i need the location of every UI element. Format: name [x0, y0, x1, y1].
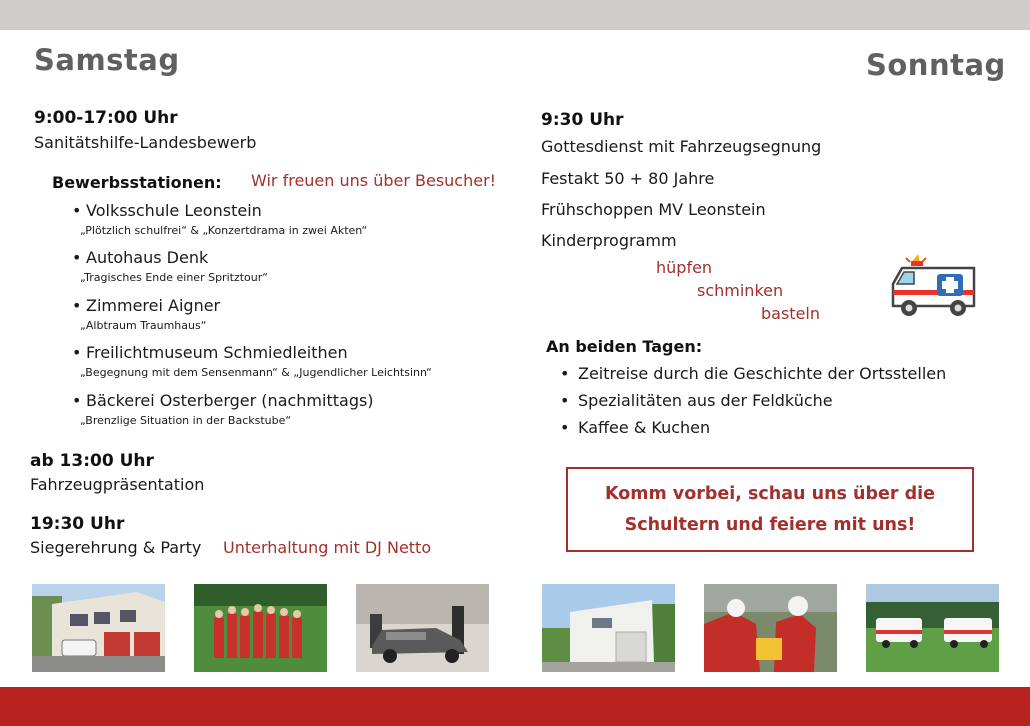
sunday-title: Sonntag — [866, 48, 1006, 82]
saturday-time-1: 9:00-17:00 Uhr — [34, 108, 178, 128]
dj-note: Unterhaltung mit DJ Netto — [223, 538, 432, 557]
cta-box — [566, 467, 974, 552]
both-days-heading: An beiden Tagen: — [546, 337, 703, 356]
kids-activity: basteln — [761, 304, 820, 323]
photo-historic-car — [356, 584, 489, 672]
bullet-icon: • — [560, 391, 570, 410]
kids-activity: schminken — [697, 281, 784, 300]
station-scenario: „Plötzlich schulfrei“ & „Konzertdrama in zwei Akten“ — [80, 224, 368, 237]
photo-modern-building — [542, 584, 675, 672]
sunday-event: Frühschoppen MV Leonstein — [541, 200, 766, 219]
saturday-title: Samstag — [34, 43, 180, 77]
station-item: • Zimmerei Aigner — [72, 296, 221, 315]
station-item: • Bäckerei Osterberger (nachmittags) — [72, 391, 374, 410]
saturday-event-3: Siegerehrung & Party — [30, 538, 202, 557]
stations-heading: Bewerbsstationen: — [52, 173, 222, 192]
bullet-icon: • — [72, 248, 82, 267]
photo-station-building — [32, 584, 165, 672]
both-days-item: • Zeitreise durch die Geschichte der Ortsstellen — [560, 364, 947, 383]
sunday-event: Gottesdienst mit Fahrzeugsegnung — [541, 137, 822, 156]
bullet-icon: • — [72, 391, 82, 410]
kids-activity: hüpfen — [656, 258, 713, 277]
bottom-bar — [0, 687, 1030, 726]
ambulance-icon — [890, 254, 978, 322]
bullet-icon: • — [72, 201, 82, 220]
sunday-time-1: 9:30 Uhr — [541, 110, 624, 130]
sunday-event: Festakt 50 + 80 Jahre — [541, 169, 715, 188]
bullet-icon: • — [72, 296, 82, 315]
visitors-note: Wir freuen uns über Besucher! — [251, 171, 497, 190]
station-scenario: „Begegnung mit dem Sensenmann“ & „Jugendlicher Leichtsinn“ — [80, 366, 432, 379]
station-scenario: „Brenzlige Situation in der Backstube“ — [80, 414, 292, 427]
bullet-icon: • — [560, 364, 570, 383]
station-scenario: „Albtraum Traumhaus“ — [80, 319, 207, 332]
top-bar — [0, 0, 1030, 30]
bullet-icon: • — [560, 418, 570, 437]
station-item: • Autohaus Denk — [72, 248, 209, 267]
saturday-event-1: Sanitätshilfe-Landesbewerb — [34, 133, 257, 152]
photo-team-group — [194, 584, 327, 672]
photo-first-aid — [704, 584, 837, 672]
saturday-time-3: 19:30 Uhr — [30, 514, 125, 534]
cta-line-1: Komm vorbei, schau uns über die — [604, 483, 936, 504]
both-days-item: • Kaffee & Kuchen — [560, 418, 711, 437]
sunday-event: Kinderprogramm — [541, 231, 677, 250]
photo-ambulances — [866, 584, 999, 672]
bullet-icon: • — [72, 343, 82, 362]
station-scenario: „Tragisches Ende einer Spritztour“ — [80, 271, 268, 284]
cta-line-2: Schultern und feiere mit uns! — [624, 514, 916, 535]
saturday-time-2: ab 13:00 Uhr — [30, 451, 154, 471]
station-item: • Volksschule Leonstein — [72, 201, 262, 220]
both-days-item: • Spezialitäten aus der Feldküche — [560, 391, 833, 410]
station-item: • Freilichtmuseum Schmiedleithen — [72, 343, 348, 362]
saturday-event-2: Fahrzeugpräsentation — [30, 475, 205, 494]
